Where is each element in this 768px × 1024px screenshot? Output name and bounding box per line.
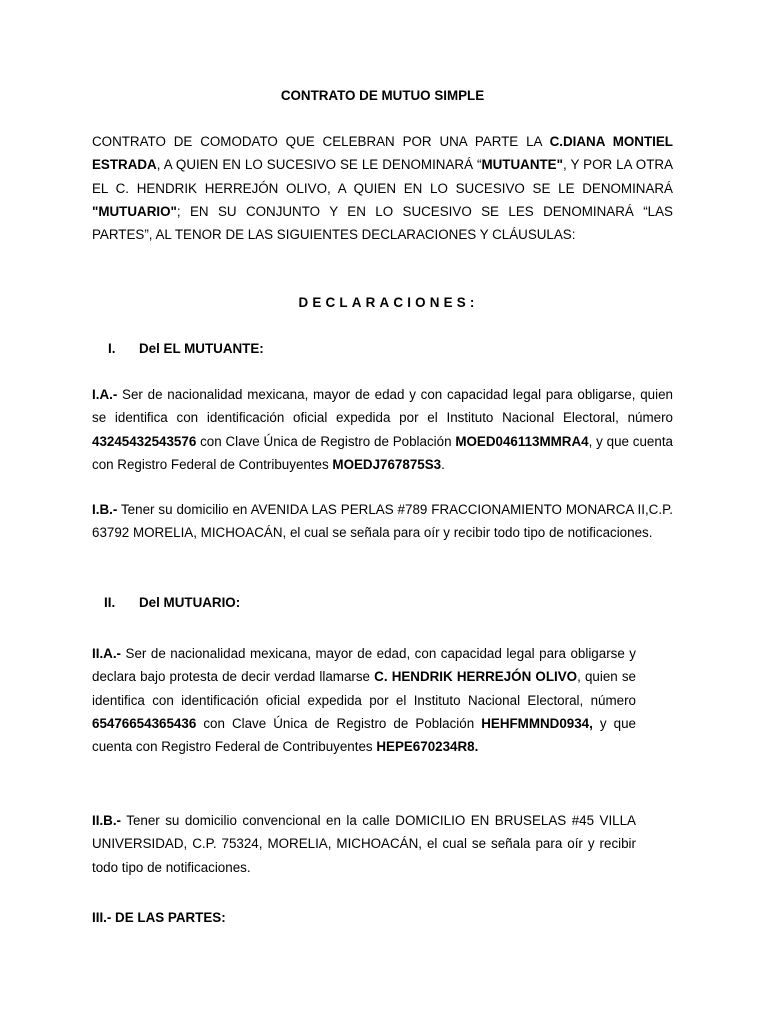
paragraph-iib-text: Tener su domicilio convencional en la calle DOMICILIO EN BRUSELAS #45 VILLA UNIVERSIDAD, C.P. 75324, MORELIA, MICHOACÁN, el cual se señala para oír y recibir todo tipo de notificaciones.	[92, 813, 636, 875]
paragraph-iia-text-4: y que cuenta con Registro Federal de Contribuyentes	[92, 715, 636, 755]
paragraph-ia-text-4: .	[441, 456, 445, 472]
paragraph-iia-curp: HEHFMMND0934,	[481, 715, 593, 731]
paragraph-ia-rfc: MOEDJ767875S3	[332, 456, 442, 472]
document-title: CONTRATO DE MUTUO SIMPLE	[280, 88, 485, 103]
paragraph-iia	[92, 642, 636, 758]
paragraph-ia-label: I.A.-	[92, 387, 118, 402]
intro-bold-mutuante: MUTUANTE"	[481, 157, 563, 173]
section-3-label: III.- DE LAS PARTES:	[92, 910, 226, 925]
paragraph-iia-text-3: con Clave Única de Registro de Población	[196, 715, 482, 731]
paragraph-iia-text-1: Ser de nacionalidad mexicana, mayor de edad, con capacidad legal para obligarse y declara bajo protesta de decir verdad llamarse	[92, 646, 636, 685]
paragraph-ia-ine-number: 43245432543576	[92, 433, 197, 449]
paragraph-ia	[92, 383, 673, 476]
paragraph-ib-label: I.B.-	[92, 502, 118, 517]
paragraph-ia-text-2: con Clave Única de Registro de Población	[196, 433, 456, 449]
paragraph-iib	[92, 809, 636, 879]
intro-text-4: ; EN SU CONJUNTO Y EN LO SUCESIVO SE LES DENOMINARÁ “LAS PARTES”, AL TENOR DE LAS SIGUIENTES DECLARACIONES Y CLÁUSULAS:	[92, 203, 673, 243]
paragraph-iia-label: II.A.-	[92, 646, 122, 661]
paragraph-ia-curp: MOED046113MMRA4	[455, 433, 589, 449]
paragraph-iia-mutuario-name: C. HENDRIK HERREJÓN OLIVO	[374, 669, 578, 685]
paragraph-ia-text-1: Ser de nacionalidad mexicana, mayor de edad y con capacidad legal para obligarse, quien se identifica con identificación oficial expedida por el Instituto Nacional Electoral, número	[92, 387, 673, 426]
paragraph-ia-text-3: , y que cuenta con Registro Federal de Contribuyentes	[92, 433, 673, 472]
intro-bold-mutuario: "MUTUARIO"	[92, 203, 177, 219]
section-2-label: Del MUTUARIO:	[139, 595, 241, 610]
intro-text-1: CONTRATO DE COMODATO QUE CELEBRAN POR UNA PARTE LA	[92, 134, 550, 149]
paragraph-ib	[92, 498, 673, 545]
paragraph-iia-rfc: HEPE670234R8.	[376, 739, 479, 755]
paragraph-iib-label: II.B.-	[92, 813, 122, 828]
paragraph-ib-text: Tener su domicilio en AVENIDA LAS PERLAS #789 FRACCIONAMIENTO MONARCA II,C.P. 63792 MORELIA, MICHOACÁN, el cual se señala para oír y recibir todo tipo de notificaciones.	[92, 502, 673, 541]
intro-bold-mutuante-name: C.DIANA MONTIEL ESTRADA	[92, 134, 673, 173]
intro-text-3: , Y POR LA OTRA EL C. HENDRIK HERREJÓN OLIVO, A QUIEN EN LO SUCESIVO SE LE DENOMINARÁ	[92, 157, 674, 196]
section-1-label: Del EL MUTUANTE:	[139, 341, 264, 356]
intro-text-2: , A QUIEN EN LO SUCESIVO SE LE DENOMINARÁ “	[156, 157, 482, 173]
paragraph-iia-text-2: , quien se identifica con identificación oficial expedida por el Instituto Nacional Electoral, número	[92, 669, 637, 708]
section-1-number: I.	[108, 341, 116, 356]
section-2-number: II.	[104, 595, 116, 610]
intro-paragraph	[92, 130, 673, 246]
declaraciones-heading: DECLARACIONES:	[298, 295, 479, 310]
paragraph-iia-ine-number: 65476654365436	[92, 715, 197, 731]
